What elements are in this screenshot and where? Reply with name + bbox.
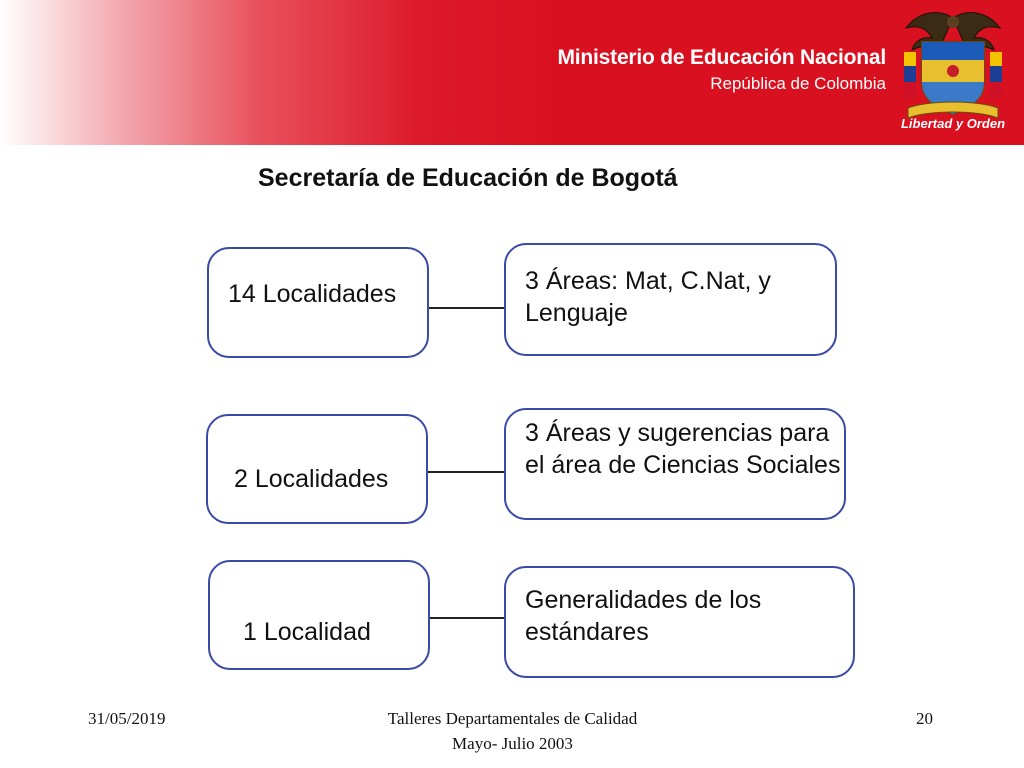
- left-box-2: [206, 414, 428, 524]
- connector-3: [430, 617, 504, 619]
- country-name: República de Colombia: [710, 74, 886, 93]
- left-box-1: [207, 247, 429, 358]
- right-box-1: [504, 243, 837, 356]
- ministry-name: Ministerio de Educación Nacional: [557, 46, 886, 69]
- header-banner: [0, 0, 1024, 145]
- right-box-2-label: 3 Áreas y sugerencias para el área de Ciencias Sociales: [525, 419, 841, 479]
- footer-center: [330, 706, 695, 756]
- right-box-2: [504, 408, 846, 520]
- right-box-1-label: 3 Áreas: Mat, C.Nat, y Lenguaje: [525, 267, 771, 327]
- left-box-3-label: 1 Localidad: [243, 618, 371, 646]
- connector-2: [428, 471, 504, 473]
- page-title: Secretaría de Educación de Bogotá: [258, 164, 678, 192]
- left-box-1-label: 14 Localidades: [228, 280, 397, 308]
- footer-line-2: Mayo- Julio 2003: [452, 734, 573, 753]
- connector-1: [429, 307, 504, 309]
- left-box-2-label: 2 Localidades: [234, 465, 389, 493]
- right-box-3: [504, 566, 855, 678]
- motto: Libertad y Orden: [900, 116, 1006, 131]
- right-box-3-label: Generalidades de los estándares: [525, 586, 762, 646]
- footer-date: 31/05/2019: [88, 709, 166, 728]
- footer-line-1: Talleres Departamentales de Calidad: [387, 709, 638, 728]
- footer-page-number: 20: [916, 709, 933, 728]
- left-box-3: [208, 560, 430, 670]
- ministry-block: [557, 46, 886, 94]
